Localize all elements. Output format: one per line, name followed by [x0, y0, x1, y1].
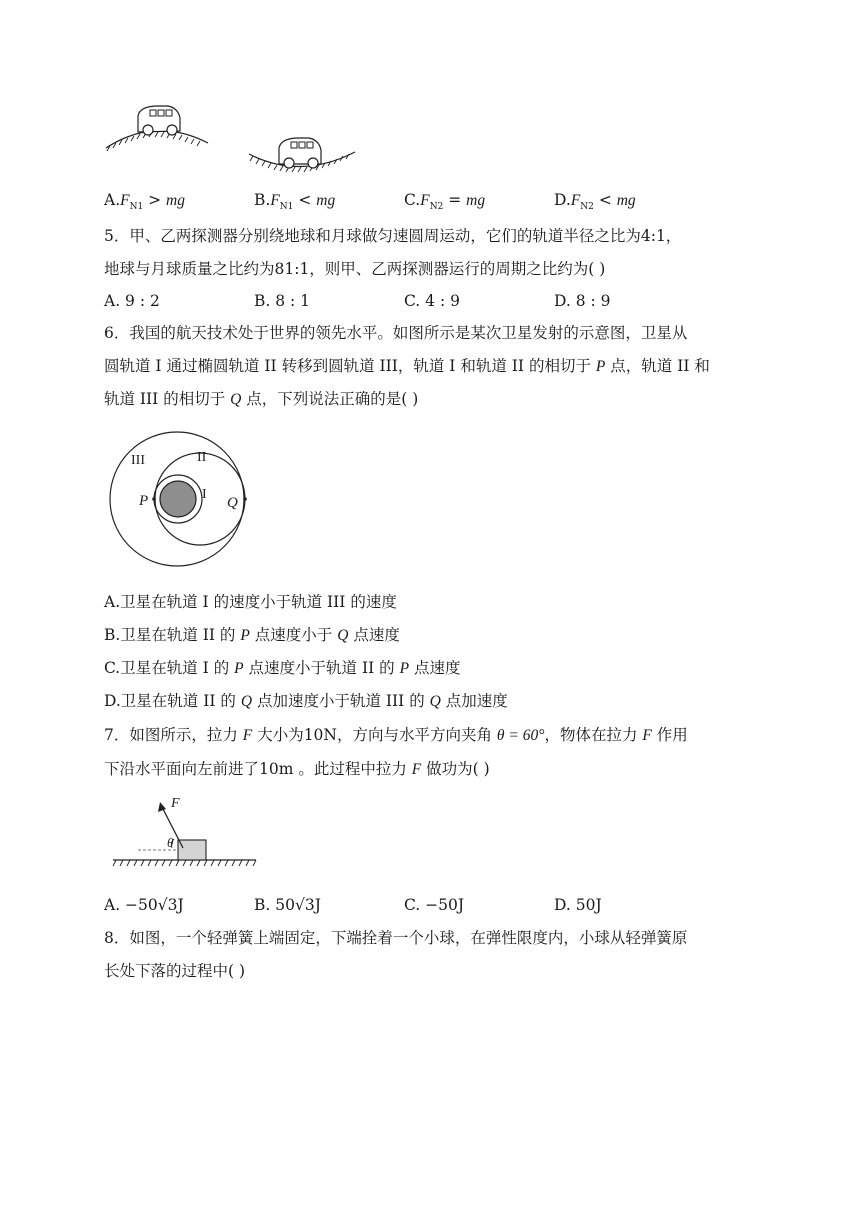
- label-p: P: [139, 493, 149, 509]
- label-q: Q: [227, 495, 238, 511]
- text-run: 点加速度小于轨道 III 的: [252, 692, 430, 710]
- text-run: 下沿水平面向左前进了10m 。此过程中拉力: [104, 760, 412, 778]
- force-subscript: N1: [129, 202, 144, 213]
- q8-stem-line-1: 8．如图，一个轻弹簧上端固定，下端拴着一个小球，在弹性限度内，小球从轻弹簧原: [104, 929, 688, 947]
- point-p-symbol: P: [234, 660, 244, 677]
- force-subscript: N2: [429, 202, 444, 213]
- text-run: B.卫星在轨道 II 的: [104, 626, 241, 644]
- text-run: 大小为10N，方向与水平方向夹角: [252, 726, 497, 744]
- block: [178, 840, 206, 860]
- force-symbol: F: [270, 192, 280, 209]
- point-q-symbol: Q: [337, 627, 349, 644]
- weight-symbol: mg: [616, 192, 636, 209]
- q6-option-c[interactable]: [104, 657, 460, 680]
- q4-option-b[interactable]: [254, 189, 335, 218]
- force-subscript: N2: [580, 202, 594, 213]
- text-run: 轨道 III 的相切于: [104, 390, 231, 408]
- text-run: 作用: [651, 726, 688, 744]
- point-p-symbol: P: [399, 660, 410, 677]
- q6-option-b[interactable]: [104, 624, 400, 647]
- label-f: F: [171, 796, 180, 811]
- q8-stem-line-2: 长处下落的过程中( ): [104, 962, 246, 980]
- q7-option-d[interactable]: D. 50J: [554, 896, 602, 914]
- q5-option-d[interactable]: D. 8 : 9: [554, 292, 611, 310]
- option-letter: C.: [404, 191, 421, 209]
- text-run: 点速度小于: [249, 626, 338, 644]
- point-p-symbol: P: [240, 627, 250, 644]
- q6-stem-line-2: [104, 355, 710, 378]
- q4-option-c[interactable]: [404, 189, 485, 218]
- q5-option-b[interactable]: B. 8 : 1: [254, 292, 311, 310]
- q6-stem-line-1: 6．我国的航天技术处于世界的领先水平。如图所示是某次卫星发射的示意图，卫星从: [104, 324, 688, 342]
- force-symbol: F: [570, 192, 581, 209]
- relation: >: [143, 191, 167, 209]
- q7-option-a[interactable]: A. −50√3J: [104, 896, 184, 914]
- force-block-diagram: [110, 792, 260, 872]
- point-q-symbol: Q: [230, 391, 242, 408]
- q7-stem-line-2: [104, 758, 490, 781]
- text-run: C.卫星在轨道 I 的: [104, 659, 235, 677]
- car-on-hill-figure: [100, 98, 215, 154]
- q6-stem-line-3: [104, 388, 418, 411]
- force-symbol: F: [420, 192, 430, 209]
- label-i: I: [202, 487, 207, 502]
- q7-option-b[interactable]: B. 50√3J: [254, 896, 321, 914]
- orbit-diagram: [105, 428, 255, 578]
- text-run: ，物体在拉力: [544, 726, 643, 744]
- q5-option-a[interactable]: A. 9 : 2: [104, 292, 160, 310]
- text-run: D.卫星在轨道 II 的: [104, 692, 241, 710]
- text-run: 7．如图所示，拉力: [104, 726, 243, 744]
- force-symbol: F: [411, 761, 422, 778]
- option-letter: D.: [554, 191, 571, 209]
- point-p-dot: [152, 497, 156, 501]
- q5-stem-line-2: 地球与月球质量之比约为81:1，则甲、乙两探测器运行的周期之比约为( ): [104, 260, 606, 278]
- text-run: 点，下列说法正确的是( ): [241, 390, 419, 408]
- text-run: 点速度: [409, 659, 461, 677]
- q4-option-d[interactable]: [554, 189, 636, 218]
- q4-option-a[interactable]: [104, 189, 185, 218]
- point-q-symbol: Q: [240, 693, 253, 710]
- force-symbol: F: [642, 727, 652, 744]
- text-run: 点，轨道 II 和: [605, 357, 710, 375]
- point-q-symbol: Q: [429, 693, 441, 710]
- text-run: 点加速度: [440, 692, 508, 710]
- q5-option-c[interactable]: C. 4 : 9: [404, 292, 460, 310]
- q7-option-c[interactable]: C. −50J: [404, 896, 465, 914]
- weight-symbol: mg: [316, 192, 336, 209]
- q7-stem-line-1: [104, 724, 688, 747]
- option-letter: A.: [104, 191, 121, 209]
- q6-option-a[interactable]: A.卫星在轨道 I 的速度小于轨道 III 的速度: [104, 593, 397, 611]
- q5-stem-line-1: 5．甲、乙两探测器分别绕地球和月球做匀速圆周运动，它们的轨道半径之比为4:1，: [104, 227, 682, 245]
- force-subscript: N1: [279, 202, 294, 213]
- car-in-valley-figure: [245, 130, 360, 180]
- q6-option-d[interactable]: [104, 690, 508, 713]
- relation: <: [593, 191, 617, 209]
- text-run: 点速度: [348, 626, 400, 644]
- force-symbol: F: [242, 727, 253, 744]
- relation: <: [293, 191, 317, 209]
- label-theta: θ: [167, 835, 174, 850]
- label-ii: II: [197, 450, 207, 465]
- force-symbol: F: [120, 192, 130, 209]
- point-q-dot: [243, 497, 247, 501]
- text-run: 点速度小于轨道 II 的: [243, 659, 400, 677]
- option-letter: B.: [254, 191, 271, 209]
- earth: [160, 481, 196, 517]
- label-iii: III: [131, 453, 145, 468]
- angle-expression: θ = 60°: [496, 727, 545, 744]
- text-run: 做功为( ): [421, 760, 490, 778]
- weight-symbol: mg: [466, 192, 486, 209]
- text-run: 圆轨道 I 通过椭圆轨道 II 转移到圆轨道 III，轨道 I 和轨道 II 的相切于: [104, 357, 596, 375]
- weight-symbol: mg: [166, 192, 185, 209]
- relation: =: [443, 191, 467, 209]
- point-p-symbol: P: [595, 358, 606, 375]
